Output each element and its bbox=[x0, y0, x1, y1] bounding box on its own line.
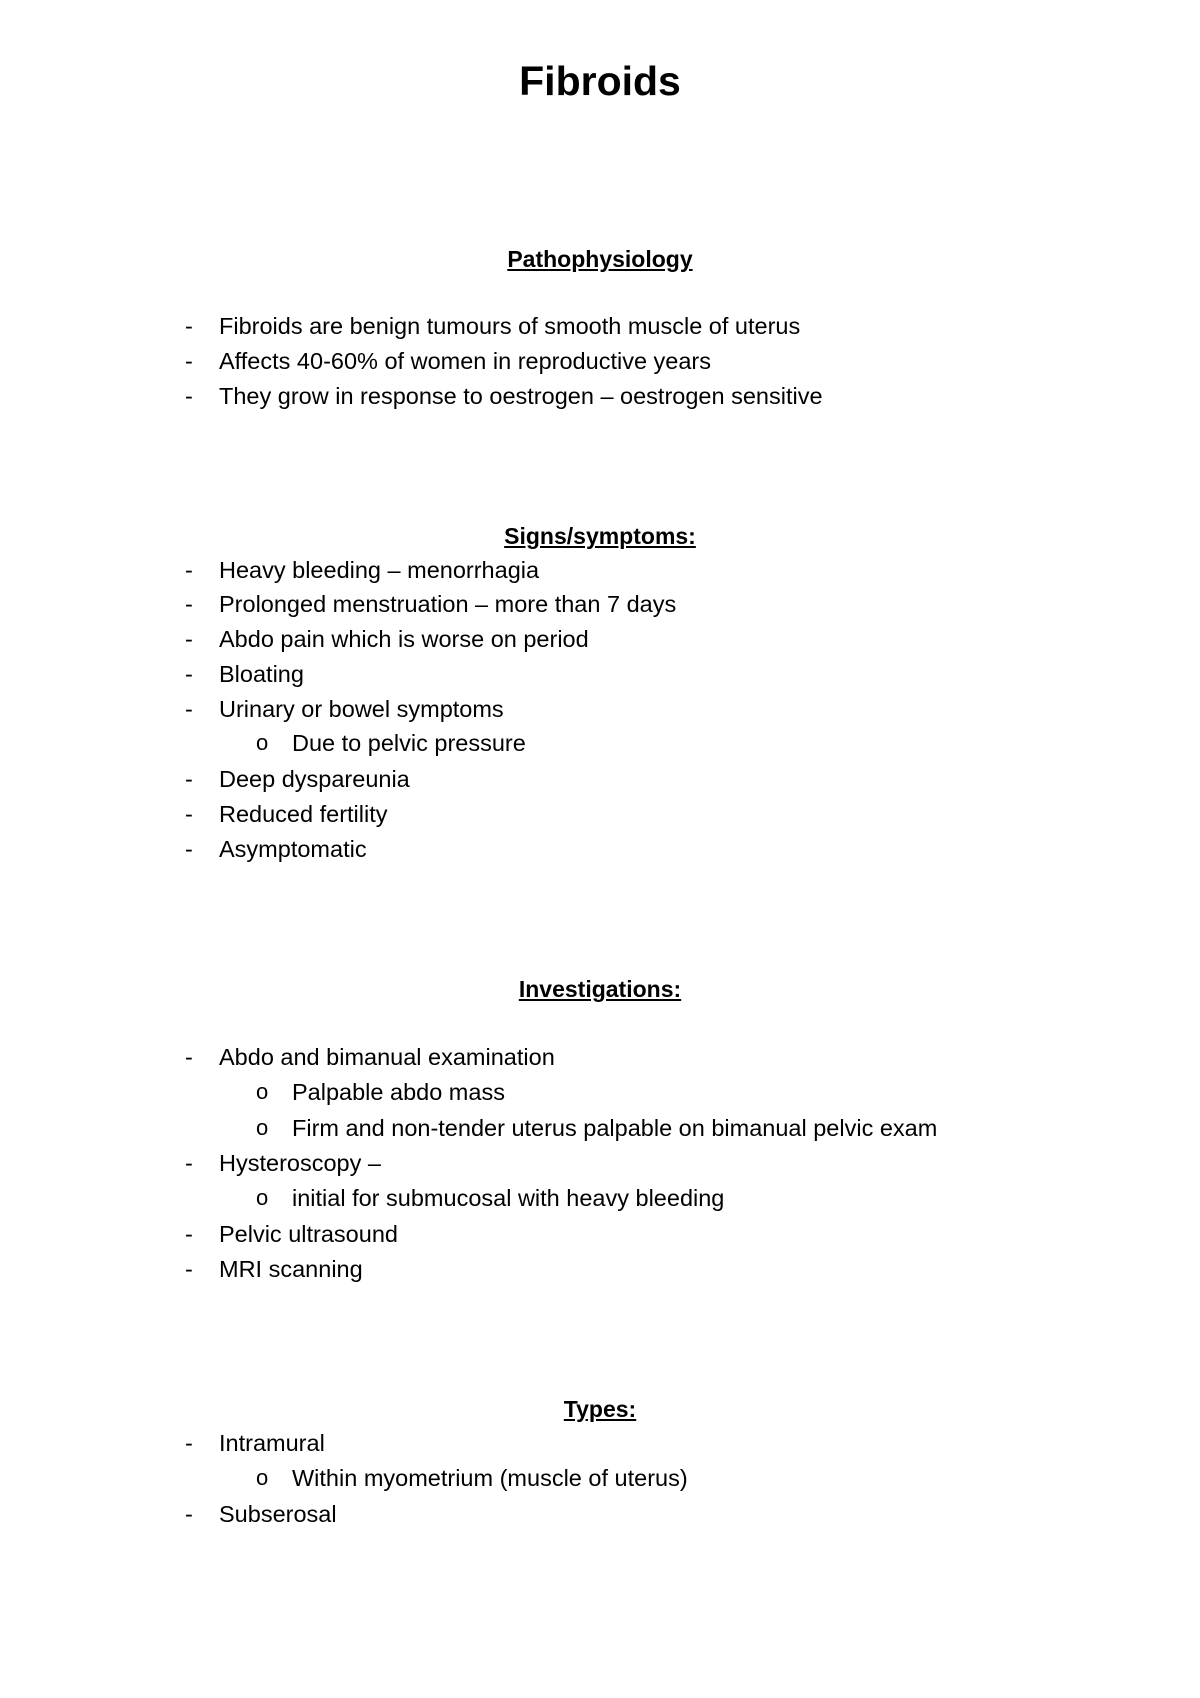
list-item: - Affects 40-60% of women in reproductive years bbox=[185, 348, 712, 374]
sub-bullet-marker: o bbox=[256, 1185, 269, 1210]
sub-bullet-marker: o bbox=[256, 730, 269, 755]
list-item: - Prolonged menstruation – more than 7 days bbox=[185, 591, 677, 617]
list-item: - Abdo and bimanual examination bbox=[185, 1044, 555, 1070]
sub-list-item: o initial for submucosal with heavy bleeding bbox=[256, 1185, 725, 1211]
heading-pathophysiology: Pathophysiology bbox=[507, 246, 693, 272]
dash-marker: - bbox=[185, 1256, 193, 1282]
list-item: - Subserosal bbox=[185, 1501, 337, 1527]
sub-bullet-marker: o bbox=[256, 1115, 269, 1140]
dash-marker: - bbox=[185, 1430, 193, 1456]
sub-bullet-marker: o bbox=[256, 1465, 269, 1490]
sub-list-item: o Palpable abdo mass bbox=[256, 1079, 505, 1105]
list-item: - Hysteroscopy – bbox=[185, 1150, 381, 1176]
dash-marker: - bbox=[185, 801, 193, 827]
dash-marker: - bbox=[185, 766, 193, 792]
dash-marker: - bbox=[185, 1501, 193, 1527]
list-item: - Reduced fertility bbox=[185, 801, 388, 827]
sub-list-item: o Within myometrium (muscle of uterus) bbox=[256, 1465, 688, 1491]
dash-marker: - bbox=[185, 348, 193, 374]
dash-marker: - bbox=[185, 1221, 193, 1247]
list-item: - Intramural bbox=[185, 1430, 325, 1456]
sub-list-item: o Due to pelvic pressure bbox=[256, 730, 526, 756]
dash-marker: - bbox=[185, 383, 193, 409]
dash-marker: - bbox=[185, 626, 193, 652]
list-item: - They grow in response to oestrogen – oestrogen sensitive bbox=[185, 383, 823, 409]
page-title: Fibroids bbox=[519, 58, 681, 104]
list-item: - Urinary or bowel symptoms bbox=[185, 696, 504, 722]
sub-list-item: o Firm and non-tender uterus palpable on bimanual pelvic exam bbox=[256, 1115, 938, 1141]
dash-marker: - bbox=[185, 696, 193, 722]
dash-marker: - bbox=[185, 1150, 193, 1176]
dash-marker: - bbox=[185, 1044, 193, 1070]
list-item: - Bloating bbox=[185, 661, 304, 687]
heading-signs-symptoms: Signs/symptoms: bbox=[504, 523, 696, 549]
list-item: - MRI scanning bbox=[185, 1256, 363, 1282]
list-item: - Heavy bleeding – menorrhagia bbox=[185, 557, 540, 583]
dash-marker: - bbox=[185, 557, 193, 583]
sub-bullet-marker: o bbox=[256, 1079, 269, 1104]
dash-marker: - bbox=[185, 836, 193, 862]
heading-investigations: Investigations: bbox=[518, 976, 682, 1002]
list-item: - Fibroids are benign tumours of smooth muscle of uterus bbox=[185, 313, 801, 339]
list-item: - Abdo pain which is worse on period bbox=[185, 626, 589, 652]
list-item: - Asymptomatic bbox=[185, 836, 367, 862]
dash-marker: - bbox=[185, 313, 193, 339]
heading-types: Types: bbox=[563, 1396, 637, 1422]
list-item: - Pelvic ultrasound bbox=[185, 1221, 398, 1247]
dash-marker: - bbox=[185, 591, 193, 617]
dash-marker: - bbox=[185, 661, 193, 687]
list-item: - Deep dyspareunia bbox=[185, 766, 410, 792]
